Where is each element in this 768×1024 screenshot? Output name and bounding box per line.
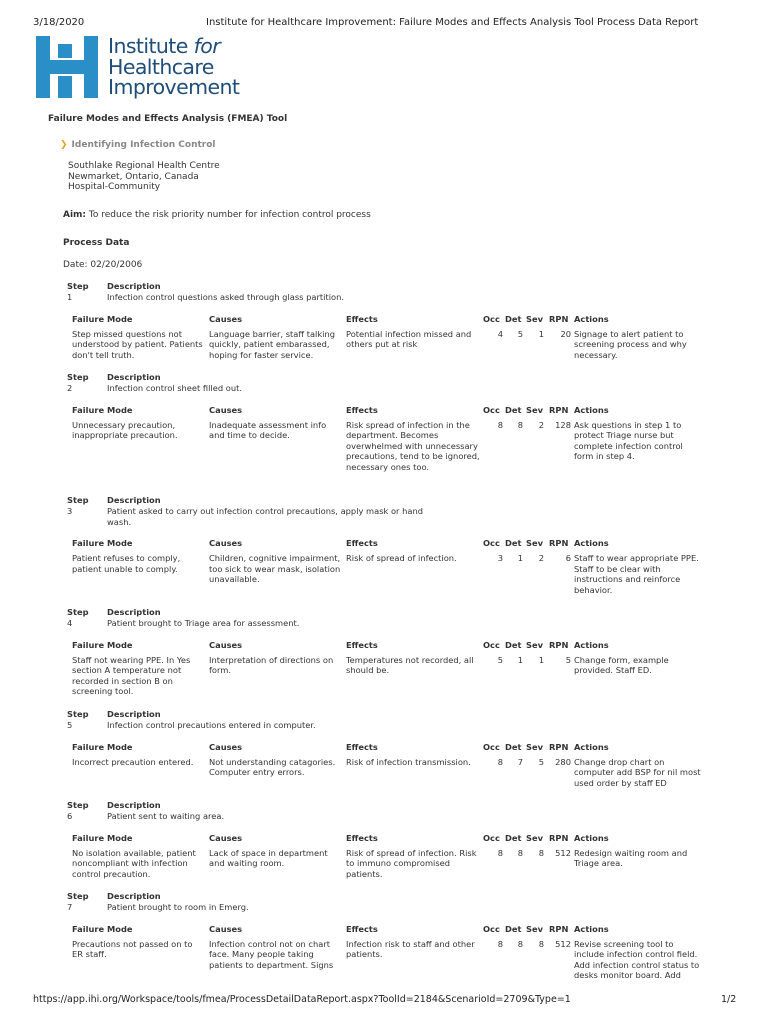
rpn-label: RPN	[549, 404, 569, 415]
step-label: Step	[67, 709, 89, 719]
causes-label: Causes	[209, 923, 243, 934]
occ-value: 4	[497, 328, 503, 339]
effects-label: Effects	[346, 832, 378, 843]
step-label: Step	[67, 281, 89, 291]
org-location: Newmarket, Ontario, Canada	[68, 171, 199, 182]
description-label: Description	[107, 607, 161, 617]
actions-label: Actions	[574, 832, 609, 843]
sev-value: 8	[538, 847, 544, 858]
causes-text: Interpretation of directions on form.	[209, 654, 334, 675]
actions-label: Actions	[574, 538, 609, 548]
print-footer-url: https://app.ihi.org/Workspace/tools/fmea/ProcessDetailDataReport.aspx?ToolId=2184&ScenarioId=2709&Type=1	[33, 994, 571, 1005]
rpn-label: RPN	[549, 923, 569, 934]
sev-value: 2	[538, 419, 544, 430]
org-name: Southlake Regional Health Centre	[68, 161, 220, 171]
print-date: 3/18/2020	[33, 17, 85, 28]
det-value: 5	[517, 328, 523, 339]
occ-value: 3	[497, 553, 503, 563]
ihi-logo-icon	[36, 36, 98, 98]
failure-mode-label: Failure Mode	[72, 538, 133, 548]
project-title: Identifying Infection Control	[71, 140, 216, 150]
effects-label: Effects	[346, 313, 378, 324]
failure-mode-label: Failure Mode	[72, 404, 133, 415]
step-number: 4	[67, 618, 73, 628]
effects-text: Risk spread of infection in the department. Becomes overwhelmed with unnecessary precautions, tend to be ignored, necessary ones too.	[346, 419, 480, 472]
actions-text: Staff to wear appropriate PPE. Staff to be clear with instructions and reinforce behavior.	[574, 553, 699, 595]
step-label: Step	[67, 372, 89, 382]
step-number: 7	[67, 902, 73, 912]
aim-statement	[63, 210, 371, 220]
causes-label: Causes	[209, 832, 243, 843]
step-description: Infection control questions asked through glass partition.	[107, 292, 344, 302]
failure-mode-text: Incorrect precaution entered.	[72, 756, 194, 767]
det-label: Det	[505, 741, 522, 752]
failure-mode-text: Unnecessary precaution, inappropriate precaution.	[72, 419, 178, 440]
causes-text: Infection control not on chart face. Many people taking patients to department. Signs	[209, 938, 334, 970]
det-label: Det	[505, 832, 522, 843]
actions-text: Revise screening tool to include infection control field. Add infection control status to desks monitor board. Add	[574, 938, 700, 980]
actions-text: Signage to alert patient to screening process and why necessary.	[574, 328, 687, 360]
actions-text: Ask questions in step 1 to protect Triage nurse but complete infection control form in step 4.	[574, 419, 683, 461]
failure-mode-label: Failure Mode	[72, 313, 133, 324]
occ-label: Occ	[483, 741, 500, 752]
det-value: 1	[517, 654, 523, 665]
sev-value: 5	[538, 756, 544, 767]
effects-text: Risk of infection transmission.	[346, 756, 471, 767]
aim-text: To reduce the risk priority number for infection control process	[88, 210, 371, 220]
sev-label: Sev	[526, 741, 544, 752]
logo-wordmark: Institute for Healthcare Improvement	[108, 34, 240, 99]
occ-value: 8	[497, 419, 503, 430]
effects-text: Risk of spread of infection.	[346, 553, 457, 563]
description-label: Description	[107, 495, 161, 505]
sev-label: Sev	[526, 313, 544, 324]
det-value: 7	[517, 756, 523, 767]
step-label: Step	[67, 607, 89, 617]
step-description: Patient brought to room in Emerg.	[107, 902, 249, 912]
process-data-date: Date: 02/20/2006	[63, 260, 143, 270]
step-number: 1	[67, 292, 73, 302]
organization-info	[68, 161, 220, 193]
rpn-label: RPN	[549, 639, 569, 650]
failure-mode-label: Failure Mode	[72, 832, 133, 843]
actions-label: Actions	[574, 923, 609, 934]
effects-label: Effects	[346, 639, 378, 650]
causes-text: Not understanding catagories. Computer entry errors.	[209, 756, 336, 777]
occ-label: Occ	[483, 404, 500, 415]
step-number: 2	[67, 383, 73, 393]
rpn-label: RPN	[549, 741, 569, 752]
chevron-right-icon: ❯	[60, 140, 68, 150]
rpn-value: 280	[555, 756, 571, 767]
print-title: Institute for Healthcare Improvement: Failure Modes and Effects Analysis Tool Process Data Report	[206, 17, 699, 28]
rpn-label: RPN	[549, 538, 569, 548]
occ-label: Occ	[483, 313, 500, 324]
sev-label: Sev	[526, 639, 544, 650]
rpn-value: 5	[565, 654, 571, 665]
rpn-value: 512	[555, 847, 571, 858]
org-type: Hospital-Community	[68, 182, 161, 192]
step-label: Step	[67, 495, 89, 505]
effects-text: Potential infection missed and others put at risk	[346, 328, 472, 349]
effects-label: Effects	[346, 538, 378, 548]
occ-label: Occ	[483, 538, 500, 548]
occ-value: 5	[497, 654, 503, 665]
actions-text: Change drop chart on computer add BSP for nil most used order by staff ED	[574, 756, 701, 788]
failure-mode-text: No isolation available, patient noncompliant with infection control precaution.	[72, 847, 196, 879]
process-data-heading: Process Data	[63, 238, 130, 248]
det-label: Det	[505, 538, 522, 548]
occ-value: 8	[497, 847, 503, 858]
description-label: Description	[107, 372, 161, 382]
effects-text: Infection risk to staff and other patients.	[346, 938, 475, 959]
occ-label: Occ	[483, 832, 500, 843]
print-page-number: 1/2	[721, 994, 737, 1005]
step-number: 3	[67, 506, 73, 516]
sev-value: 2	[538, 553, 544, 563]
causes-text: Language barrier, staff talking quickly, patient embarassed, hoping for faster service.	[209, 328, 335, 360]
step-label: Step	[67, 800, 89, 810]
sev-value: 1	[538, 328, 544, 339]
causes-text: Children, cognitive impairment, too sick to wear mask, isolation unavailable.	[209, 553, 341, 584]
effects-label: Effects	[346, 741, 378, 752]
occ-label: Occ	[483, 923, 500, 934]
det-label: Det	[505, 404, 522, 415]
rpn-label: RPN	[549, 313, 569, 324]
description-label: Description	[107, 281, 161, 291]
description-label: Description	[107, 709, 161, 719]
causes-label: Causes	[209, 404, 243, 415]
det-label: Det	[505, 313, 522, 324]
effects-text: Temperatures not recorded, all should be.	[346, 654, 474, 675]
actions-label: Actions	[574, 313, 609, 324]
causes-label: Causes	[209, 538, 243, 548]
print-header	[0, 17, 768, 31]
step-number: 5	[67, 720, 73, 730]
causes-text: Inadequate assessment info and time to decide.	[209, 419, 327, 440]
det-label: Det	[505, 639, 522, 650]
step-description: Infection control precautions entered in computer.	[107, 720, 316, 730]
det-value: 1	[517, 553, 523, 563]
sev-label: Sev	[526, 832, 544, 843]
det-value: 8	[517, 419, 523, 430]
step-description: Patient asked to carry out infection control precautions, apply mask or hand wash.	[107, 506, 423, 527]
failure-mode-label: Failure Mode	[72, 923, 133, 934]
sev-value: 1	[538, 654, 544, 665]
project-title-row	[60, 140, 216, 150]
rpn-value: 512	[555, 938, 571, 949]
step-description: Patient brought to Triage area for assessment.	[107, 618, 300, 628]
rpn-label: RPN	[549, 832, 569, 843]
sev-value: 8	[538, 938, 544, 949]
actions-label: Actions	[574, 639, 609, 650]
occ-value: 8	[497, 938, 503, 949]
rpn-value: 128	[555, 419, 571, 430]
effects-text: Risk of spread of infection. Risk to immuno compromised patients.	[346, 847, 477, 879]
rpn-value: 6	[565, 553, 571, 563]
tool-title: Failure Modes and Effects Analysis (FMEA) Tool	[48, 114, 288, 124]
description-label: Description	[107, 891, 161, 901]
failure-mode-label: Failure Mode	[72, 741, 133, 752]
sev-label: Sev	[526, 923, 544, 934]
causes-label: Causes	[209, 639, 243, 650]
det-value: 8	[517, 847, 523, 858]
failure-mode-text: Patient refuses to comply, patient unable to comply.	[72, 553, 181, 574]
det-value: 8	[517, 938, 523, 949]
rpn-value: 20	[560, 328, 571, 339]
failure-mode-label: Failure Mode	[72, 639, 133, 650]
det-label: Det	[505, 923, 522, 934]
step-description: Infection control sheet filled out.	[107, 383, 242, 393]
actions-text: Change form, example provided. Staff ED.	[574, 654, 669, 675]
sev-label: Sev	[526, 538, 544, 548]
aim-label: Aim:	[63, 210, 87, 220]
effects-label: Effects	[346, 923, 378, 934]
failure-mode-text: Step missed questions not understood by patient. Patients don't tell truth.	[72, 328, 203, 360]
occ-label: Occ	[483, 639, 500, 650]
step-number: 6	[67, 811, 73, 821]
failure-mode-text: Precautions not passed on to ER staff.	[72, 938, 193, 959]
occ-value: 8	[497, 756, 503, 767]
causes-label: Causes	[209, 741, 243, 752]
step-label: Step	[67, 891, 89, 901]
actions-text: Redesign waiting room and Triage area.	[574, 847, 688, 868]
description-label: Description	[107, 800, 161, 810]
effects-label: Effects	[346, 404, 378, 415]
actions-label: Actions	[574, 741, 609, 752]
causes-label: Causes	[209, 313, 243, 324]
sev-label: Sev	[526, 404, 544, 415]
ihi-logo	[36, 34, 240, 102]
failure-mode-text: Staff not wearing PPE. In Yes section A temperature not recorded in section B on screening tool.	[72, 654, 191, 696]
actions-label: Actions	[574, 404, 609, 415]
causes-text: Lack of space in department and waiting room.	[209, 847, 328, 868]
step-description: Patient sent to waiting area.	[107, 811, 225, 821]
